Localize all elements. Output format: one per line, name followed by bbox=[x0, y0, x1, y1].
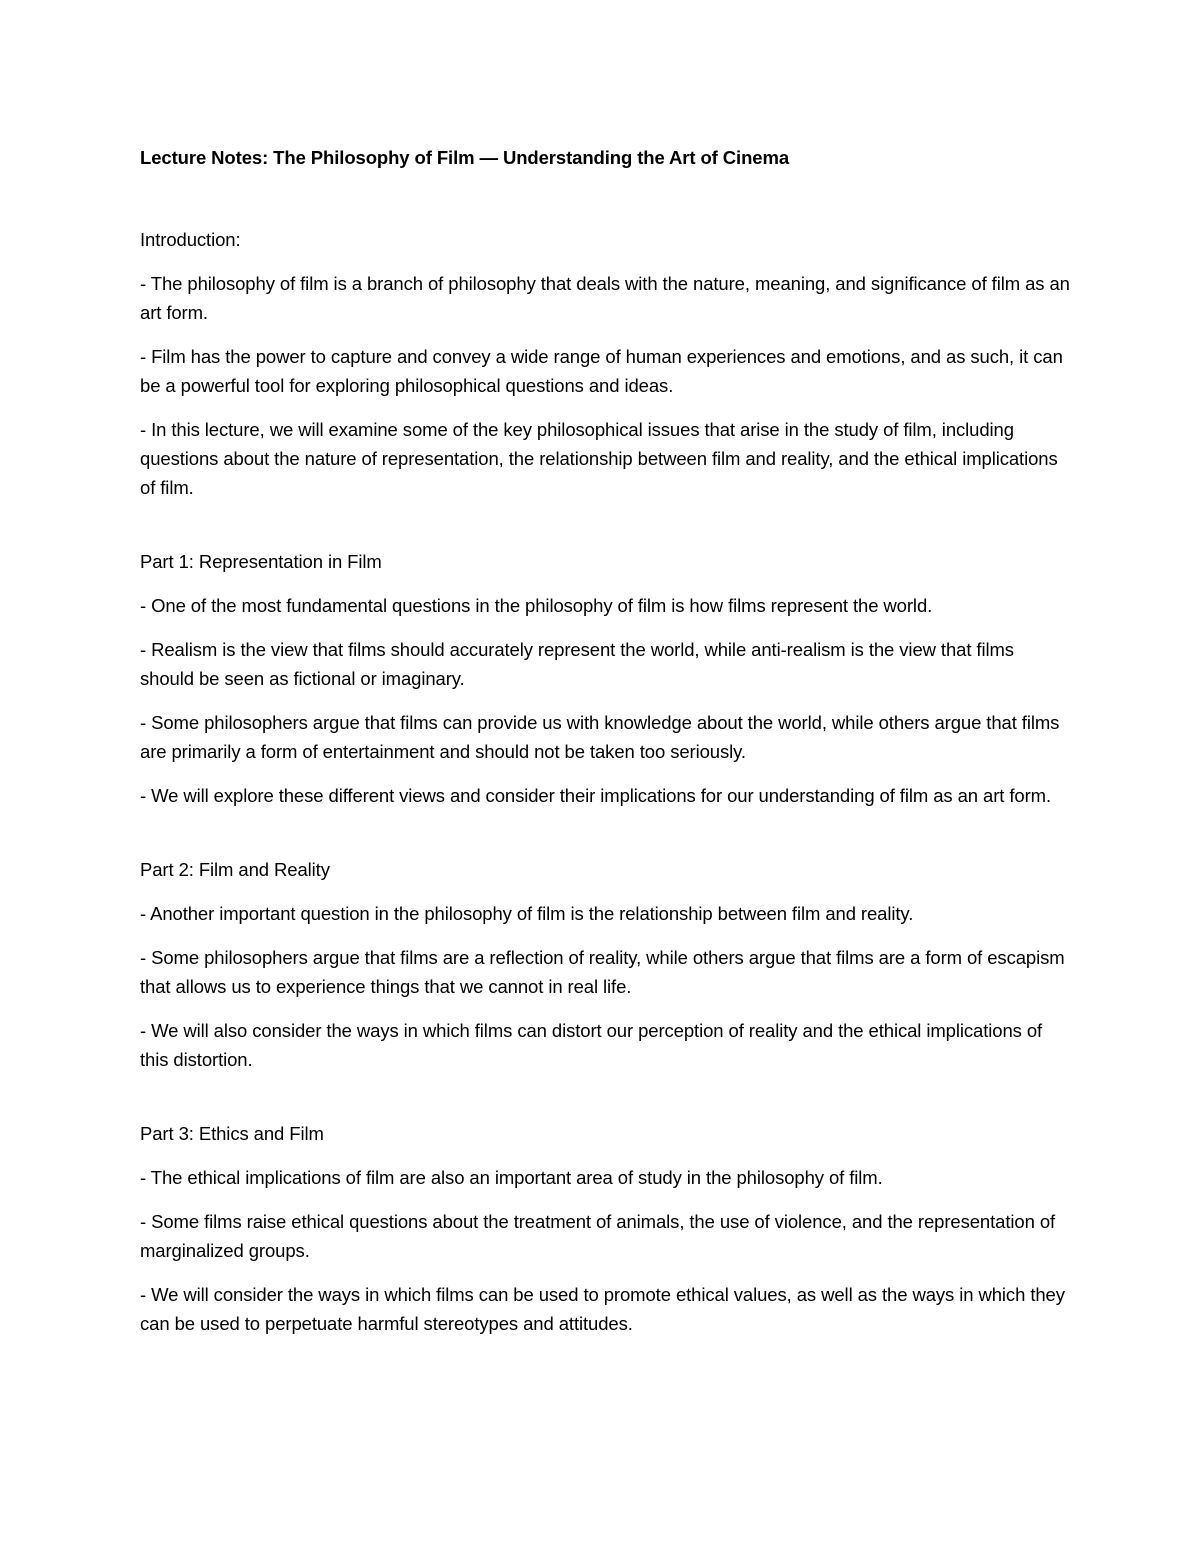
bullet-item: - One of the most fundamental questions in the philosophy of film is how films represent the world. bbox=[140, 595, 933, 616]
bullet-item: - In this lecture, we will examine some of the key philosophical issues that arise in the study of film, including questions about the nature of representation, the relationship between film and reality, and the ethical implications of film. bbox=[140, 419, 1058, 498]
bullet-item: - Some philosophers argue that films can provide us with knowledge about the world, while others argue that films are primarily a form of entertainment and should not be taken too seriously. bbox=[140, 712, 1060, 762]
section-heading: Introduction: bbox=[140, 229, 241, 250]
bullet-item: - The ethical implications of film are also an important area of study in the philosophy of film. bbox=[140, 1167, 883, 1188]
bullet-item: - Another important question in the philosophy of film is the relationship between film and reality. bbox=[140, 903, 914, 924]
bullet-item: - Film has the power to capture and convey a wide range of human experiences and emotions, and as such, it can be a powerful tool for exploring philosophical questions and ideas. bbox=[140, 346, 1063, 396]
bullet-item: - The philosophy of film is a branch of philosophy that deals with the nature, meaning, and significance of film as an art form. bbox=[140, 273, 1070, 323]
document-body bbox=[140, 140, 1070, 1383]
section-part-1 bbox=[140, 547, 1070, 810]
bullet-item: - We will explore these different views and consider their implications for our understanding of film as an art form. bbox=[140, 785, 1051, 806]
section-heading: Part 1: Representation in Film bbox=[140, 551, 382, 572]
section-introduction bbox=[140, 225, 1070, 502]
bullet-item: - Some philosophers argue that films are a reflection of reality, while others argue that films are a form of escapism that allows us to experience things that we cannot in real life. bbox=[140, 947, 1065, 997]
document-title: Lecture Notes: The Philosophy of Film — Understanding the Art of Cinema bbox=[140, 147, 790, 168]
bullet-item: - We will also consider the ways in which films can distort our perception of reality and the ethical implications of this distortion. bbox=[140, 1020, 1043, 1070]
section-part-3 bbox=[140, 1119, 1070, 1338]
bullet-item: - We will consider the ways in which films can be used to promote ethical values, as well as the ways in which they can be used to perpetuate harmful stereotypes and attitudes. bbox=[140, 1284, 1065, 1334]
bullet-item: - Some films raise ethical questions about the treatment of animals, the use of violence, and the representation of marginalized groups. bbox=[140, 1211, 1056, 1261]
section-part-2 bbox=[140, 855, 1070, 1074]
bullet-item: - Realism is the view that films should accurately represent the world, while anti-realism is the view that films should be seen as fictional or imaginary. bbox=[140, 639, 1014, 689]
section-heading: Part 3: Ethics and Film bbox=[140, 1123, 324, 1144]
section-heading: Part 2: Film and Reality bbox=[140, 859, 330, 880]
